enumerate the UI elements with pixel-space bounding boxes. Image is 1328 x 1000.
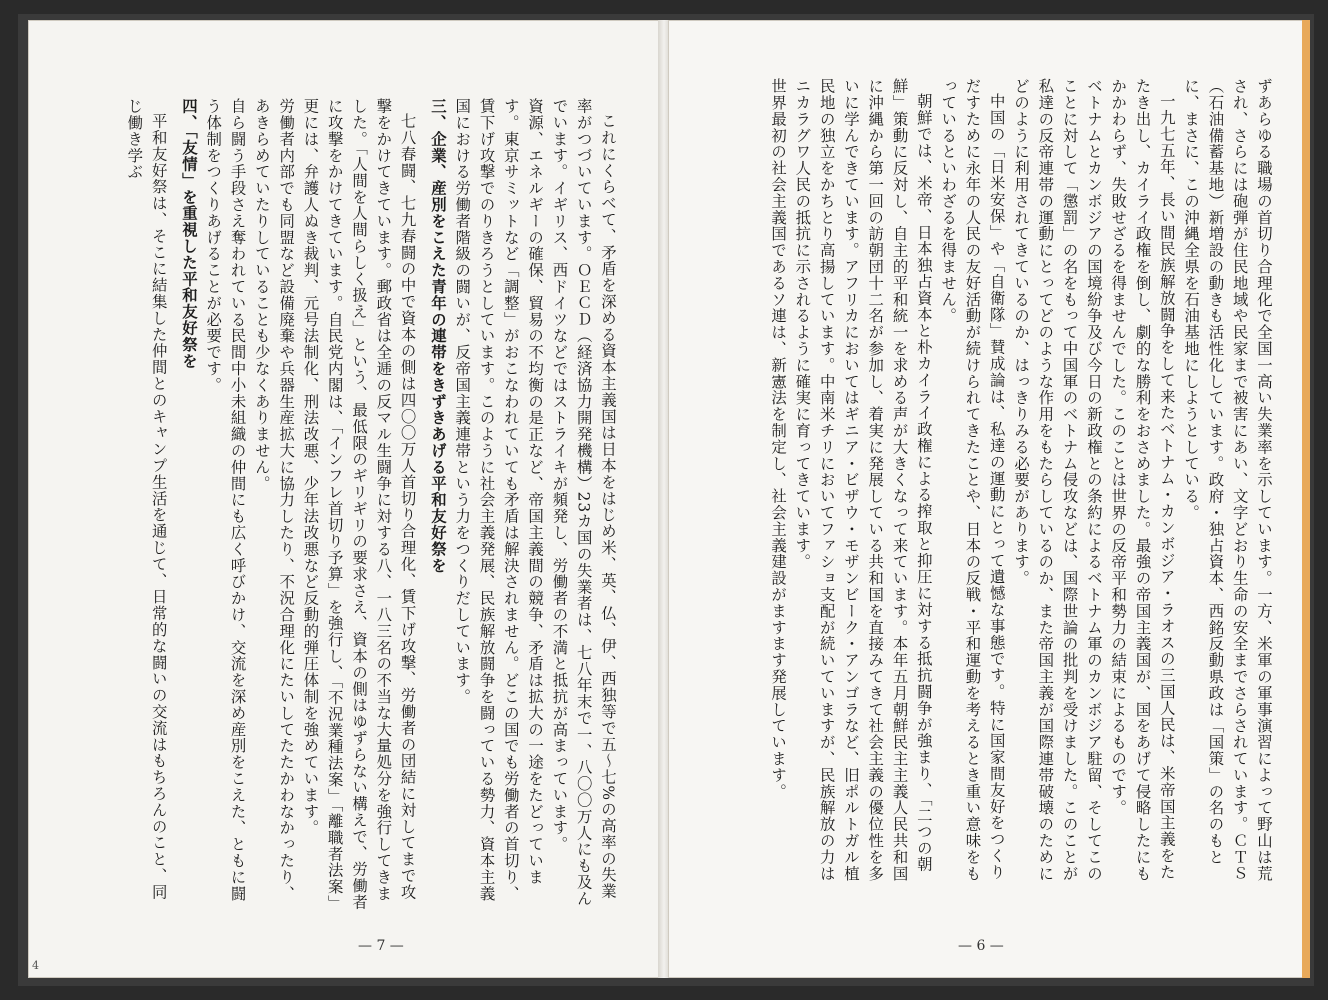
right-page-text (716, 78, 1276, 893)
page-number-right: — 6 — (958, 938, 1004, 954)
paragraph: 労働者内部でも同盟など設備廃棄や兵器生産拡大に協力したり、不況合理化にたいしてたたかわなかったり、あきらめていたりしていることも少なくありません。 (252, 98, 296, 902)
paragraph: 朝鮮では、米帝、日本独占資本と朴カイライ政権による搾取と抑圧に対する抵抗闘争が強まり、「二つの朝鮮」策動に反対し、自主的平和統一を求める声が大きくなって来ています。本年五月朝鮮民主主義人民共和国に沖縄から第一回の訪朝団十二名が参加し、着実に発展している共和国を直接みてきて社会主義の優位性を多いに学んできています。アフリカにおいてはギニア・ビザウ・モザンビーク・アンゴラなど、旧ポルトガル植民地の独立をかちとり高揚しています。中南米チリにおいてファショ支配が続いていますが、民族解放の力はニカラグワ人民の抵抗に示されるように確実に育ってきています。 (793, 78, 933, 882)
paragraph: 世界最初の社会主義国であるソ連は、新憲法を制定し、社会主義建設がますます発展しています。 (769, 78, 788, 800)
page-right (668, 20, 1304, 978)
page-left (28, 20, 660, 978)
paragraph: 一九七五年、長い間民族解放闘争をして来たベトナム・カンボジア・ラオスの三国人民は、米帝国主義をたたき出し、カイライ政権を倒し、劇的な勝利をおさめました。最強の帝国主義国が、国をあげて侵略したにもかかわらず、失敗せざるを得ませんでした。このことは世界の反帝平和勢力の結束によるものです。 (1109, 78, 1176, 882)
corner-mark: 4 (32, 959, 39, 972)
section-heading: 四、「友情」を重視した平和友好祭を (179, 98, 198, 370)
page-number-left: — 7 — (358, 938, 404, 954)
section-heading: 三、企業、産別をこえた青年の連帯をきずきあげる平和友好祭を (428, 98, 447, 574)
booklet-spread (18, 14, 1314, 986)
paragraph: これにくらべて、矛盾を深める資本主義国は日本をはじめ米、英、仏、伊、西独等で五〜七%の高率の失業率がつづいています。ＯＥＣＤ（経済協力開発機構）23カ国の失業者は、七八年末で一、八〇〇万人にも及んでいます。イギリス、西ドイツなどではストライキが頻発し、労働者の不満と抵抗が高まっています。 (550, 98, 617, 907)
paragraph: 平和友好祭は、そこに結集した仲間とのキャンプ生活を通じて、日常的な闘いの交流はもちろんのこと、同じ働き学ぶ (125, 98, 168, 901)
left-page-text (72, 98, 620, 913)
page-edge (1302, 20, 1310, 978)
paragraph: 七八春闘、七九春闘の中で資本の側は四〇〇万人首切り合理化、賃下げ攻撃、労働者の団結に対してまで攻撃をかけてきています。郵政省は全逓の反マル生闘争に対する八、一八三名の不当な大量処分を強行してきました。「人間を人間らしく扱え」という、最低限のギリギリの要求さえ、資本の側はゆずらない構えで、労働者に攻撃をかけてきています。自民党内閣は、「インフレ首切り予算」を強行し、「不況業種法案」「離職者法案」更には、弁護人ぬき裁判、元号法制化、刑法改悪、少年法改悪など反動的弾圧体制を強めています。 (301, 98, 417, 912)
paragraph: 自ら闘う手段さえ奪われている民間中小未組織の仲間にも広く呼びかけ、交流を深め産別をこえた、ともに闘う体制をつくりあげることが必要です。 (204, 98, 247, 902)
paragraph: ベトナムとカンボジアの国境紛争及び今日の新政権との条約によるベトナム軍のカンボジア駐留、そしてこのことに対して「懲罰」の名をもって中国軍のベトナム侵攻などは、国際世論の批判を受けました。このことが私達の反帝連帯の運動にとってどのような作用をもたらしているのか、また帝国主義が国際連帯破壊のためにどのように利用されてきているのか、はっきりみる必要があります。 (1012, 78, 1103, 882)
paragraph: 中国の「日米安保」や「自衛隊」賛成論は、私達の運動にとって遺憾な事態です。特に国家間友好をつくりだすために永年の人民の友好活動が続けられてきたことや、日本の反戦・平和運動を考えるとき重い意味をもっているといわざるを得ません。 (939, 78, 1006, 882)
paragraph: ずあらゆる職場の首切り合理化で全国一高い失業率を示しています。一方、米軍の軍事演習によって野山は荒され、さらには砲弾が住民地域や民家まで被害にあい、文字どおり生命の安全までさらされています。ＣＴＳ（石油備蓄基地）新増設の動きも活性化しています。政府・独占資本、西銘反動県政は「国策」の名のもとに、まさに、この沖縄全県を石油基地にしようとしている。 (1182, 78, 1273, 882)
paragraph: 資源、エネルギーの確保、貿易の不均衡の是正など、帝国主義間の競争、矛盾は拡大の一途をたどっています。東京サミットなど「調整」がおこなわれていても矛盾は解決されません。どこの国でも労働者の首切り、賃下げ攻撃でのりきろうとしています。このように社会主義発展、民族解放闘争を闘っている勢力、資本主義国における労働者階級の闘いが、反帝国主義連帯という力をつくりだしています。 (453, 98, 545, 902)
